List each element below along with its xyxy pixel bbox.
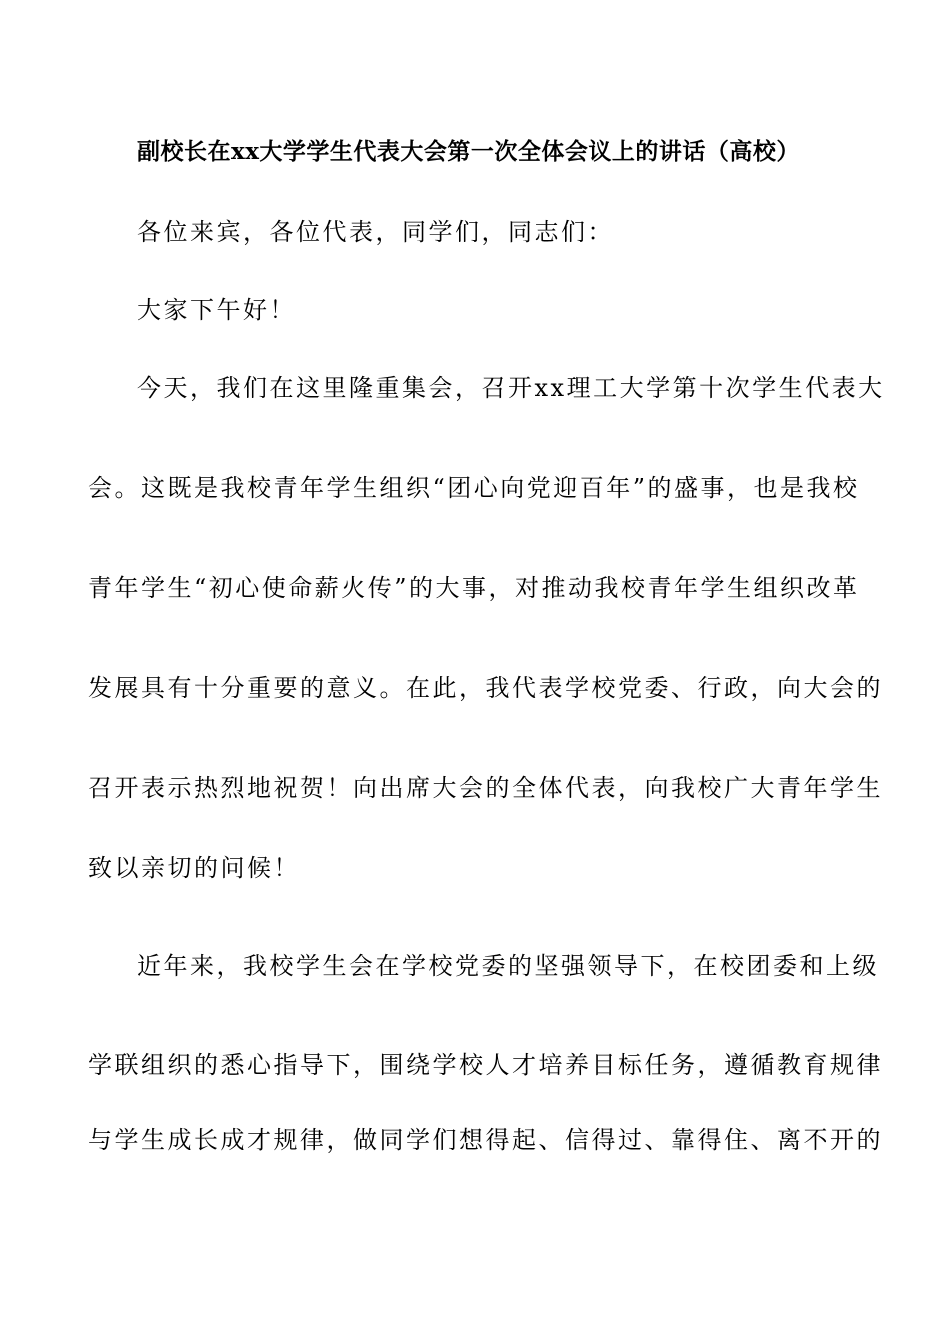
paragraph-1-line-6: 致以亲切的问候！ bbox=[88, 854, 300, 882]
greeting-line: 大家下午好！ bbox=[137, 296, 296, 324]
paragraph-1-line-3: 青年学生“初心使命薪火传”的大事，对推动我校青年学生组织改革 bbox=[88, 574, 860, 602]
paragraph-1-line-5: 召开表示热烈地祝贺！向出席大会的全体代表，向我校广大青年学生 bbox=[88, 774, 883, 802]
paragraph-2-line-2: 学联组织的悉心指导下，围绕学校人才培养目标任务，遵循教育规律 bbox=[88, 1051, 883, 1079]
paragraph-2-line-1: 近年来，我校学生会在学校党委的坚强领导下，在校团委和上级 bbox=[137, 952, 879, 980]
paragraph-1-line-2: 会。这既是我校青年学生组织“团心向党迎百年”的盛事，也是我校 bbox=[88, 474, 860, 502]
paragraph-1-line-4: 发展具有十分重要的意义。在此，我代表学校党委、行政，向大会的 bbox=[88, 674, 883, 702]
document-title: 副校长在xx大学学生代表大会第一次全体会议上的讲话（高校） bbox=[137, 138, 800, 165]
salutation-line: 各位来宾，各位代表，同学们，同志们： bbox=[137, 218, 614, 246]
paragraph-2-line-3: 与学生成长成才规律，做同学们想得起、信得过、靠得住、离不开的 bbox=[88, 1126, 883, 1154]
paragraph-1-line-1: 今天，我们在这里隆重集会，召开xx理工大学第十次学生代表大 bbox=[137, 374, 885, 402]
